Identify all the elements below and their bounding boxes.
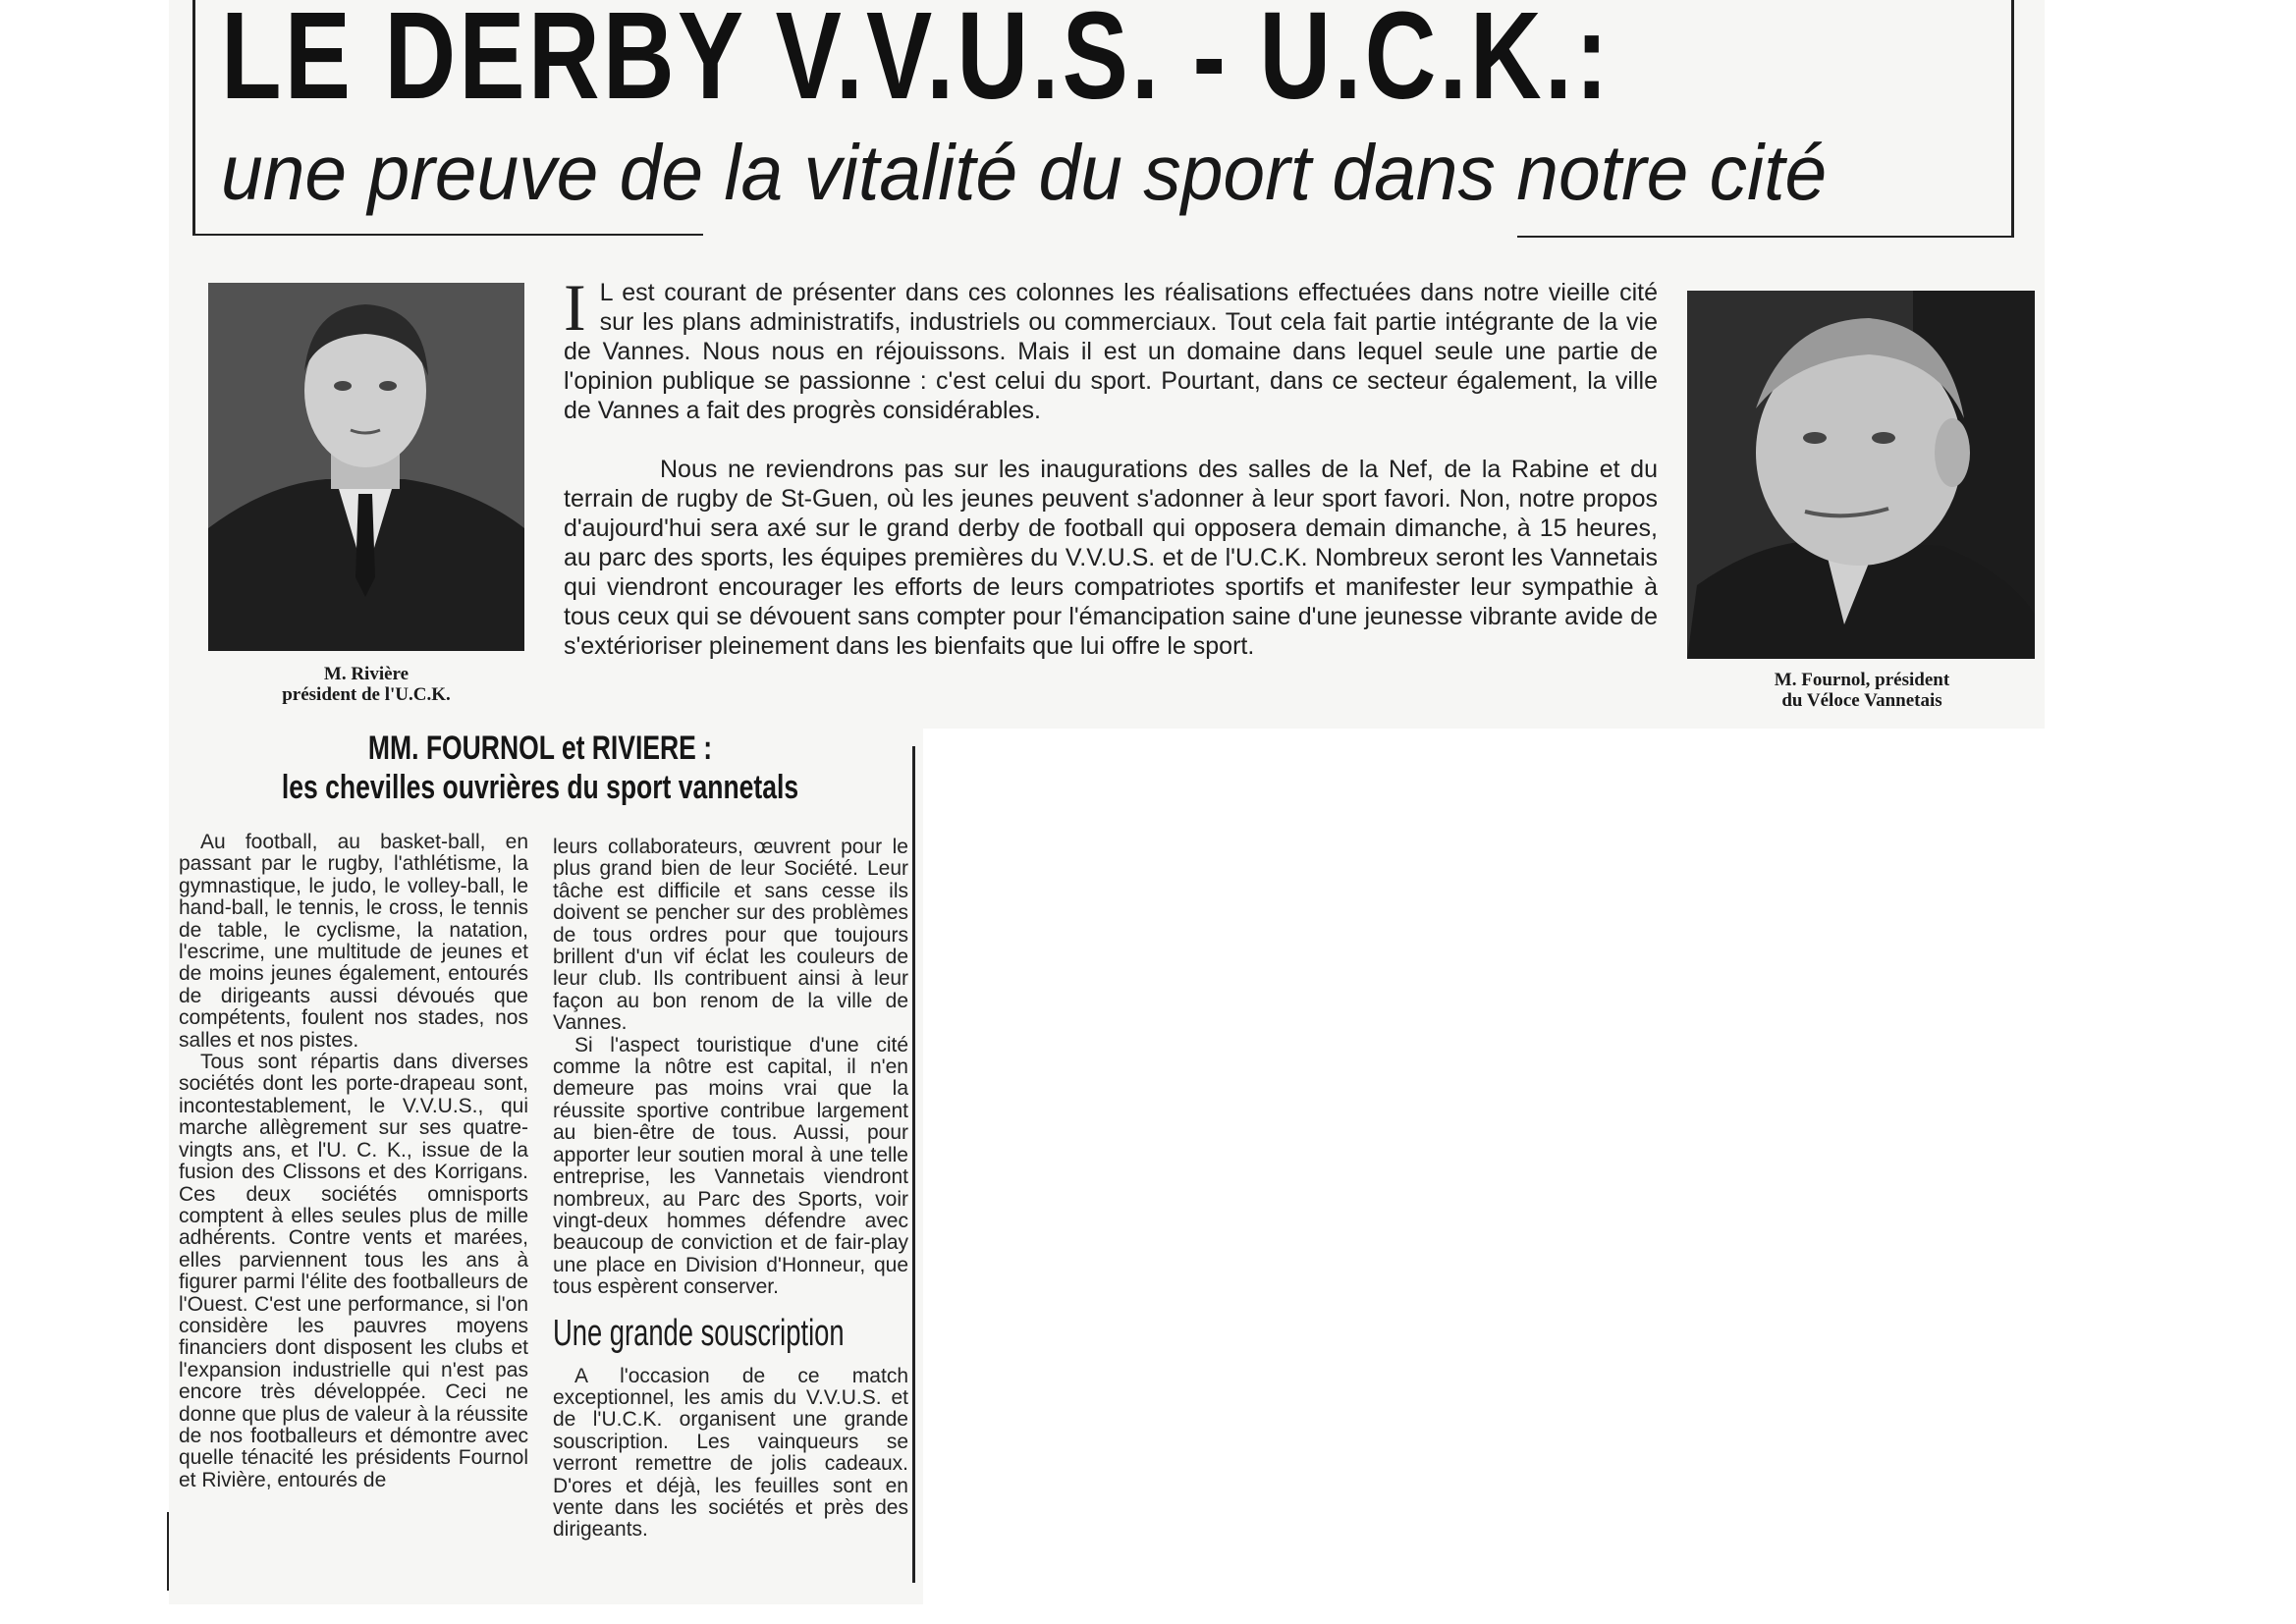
article-column-1 [179, 832, 528, 1491]
col1-paragraph-1: Au football, au basket-ball, en passant par le rugby, l'athlétisme, la gymnastique, le judo, le volley-ball, le hand-ball, le tennis, le cross, le tennis de table, le cyclisme, la natation, l'escrime, une multitude de jeunes et de moins jeunes également, entourés de dirigeants aussi dévoués que compétents, foulent nos stades, nos salles et nos pistes. [179, 831, 528, 1052]
caption-riviere-role: président de l'U.C.K. [282, 684, 451, 705]
portrait-fournol [1687, 291, 2035, 659]
article-heading-line2: les chevilles ouvrières du sport vannetals [281, 769, 799, 806]
col2-paragraph-2: Si l'aspect touristique d'une cité comme la nôtre est capital, il n'en demeure pas moins vrai que la réussite sportive contribue largement au bien-être de tous. Aussi, pour apporter leur soutien moral à une telle entreprise, les Vannetais viendront nombreux, au Parc des Sports, voir vingt-deux hommes défendre avec beaucoup de conviction et de fair-play une place en Division d'Honneur, que tous espèrent conserver. [553, 1033, 908, 1299]
headline-rule-bottom-right [1517, 236, 2014, 238]
headline-title: LE DERBY V.V.U.S. - U.C.K.: [221, 0, 1612, 125]
article-heading-line1: MM. FOURNOL et RIVIERE : [367, 730, 713, 767]
headline-rule-right [2011, 0, 2014, 236]
portrait-fournol-image [1687, 291, 2035, 659]
headline-rule-left [192, 0, 195, 234]
caption-riviere [208, 664, 524, 705]
caption-fournol-line2: du Véloce Vannetais [1781, 690, 1942, 711]
headline-rule-bottom-left [192, 234, 703, 236]
article-heading [256, 729, 823, 807]
col2-paragraph-1: leurs collaborateurs, œuvrent pour le plus grand bien de leur Société. Leur tâche est difficile et sans cesse ils doivent se pencher sur des problèmes de tous ordres pour que toujours brillent d'un vif éclat les couleurs de leur club. Ils contribuent ainsi à leur façon au bon renom de la ville de Vannes. [553, 836, 908, 1035]
intro-text [564, 270, 1658, 661]
caption-fournol-line1: M. Fournol, président [1774, 670, 1950, 690]
portrait-riviere [208, 283, 524, 651]
article-column-2 [553, 837, 908, 1542]
headline-subtitle: une preuve de la vitalité du sport dans notre cité [221, 129, 1828, 216]
col1-paragraph-2: Tous sont répartis dans diverses sociétés dont les porte-drapeau sont, incontestablement, le V.V.U.S., qui marche allègrement sur ses quatre-vingts ans, et l'U. C. K., issue de la fusion des Clissons et des Korrigans. Ces deux sociétés omnisports comptent à elles seules plus de mille adhérents. Contre vents et marées, elles parviennent tous les ans à figurer parmi l'élite des footballeurs de l'Ouest. C'est une performance, si l'on considère les pauvres moyens financiers dont disposent les clubs et l'expansion industrielle qui n'est pas encore très développée. Ceci ne donne que plus de valeur à la réussite de nos footballeurs et démontre avec quelle ténacité les présidents Fournol et Rivière, entourés de [179, 1051, 528, 1491]
intro-paragraph-1 [564, 270, 1658, 425]
col2-paragraph-3: A l'occasion de ce match exceptionnel, les amis du V.V.U.S. et de l'U.C.K. organisent une grande souscription. Les vainqueurs se verront remettre de jolis cadeaux. D'ores et déjà, les feuilles sont en vente dans les sociétés et près des dirigeants. [553, 1364, 908, 1542]
intro-paragraph-1-text: L est courant de présenter dans ces colonnes les réalisations effectuées dans notre vieille cité sur les plans administratifs, industriels ou commerciaux. Tout cela fait partie intégrante de la vie de Vannes. Nous nous en réjouissons. Mais il est un domaine dans lequel seule une partie de l'opinion publique se passionne : c'est celui du sport. Pourtant, dans ce secteur également, la ville de Vannes a fait des progrès considérables. [564, 279, 1658, 424]
intertitle: Une grande souscription [553, 1312, 845, 1354]
caption-riviere-name: M. Rivière [323, 664, 410, 684]
intro-dropcap: I [564, 270, 586, 345]
caption-fournol [1685, 670, 2039, 711]
article-rule-right [912, 746, 915, 1583]
article-rule-left [167, 1512, 169, 1591]
intro-paragraph-2: Nous ne reviendrons pas sur les inaugurations des salles de la Nef, de la Rabine et du terrain de rugby de St-Guen, où les jeunes peuvent s'adonner à leur sport favori. Non, notre propos d'aujourd'hui sera axé sur le grand derby de football qui opposera demain dimanche, à 15 heures, au parc des sports, les équipes premières du V.V.U.S. et de l'U.C.K. Nombreux seront les Vannetais qui viendront encourager les efforts de leurs compatriotes sportifs et manifester leur sympathie à tous ceux qui se dévouent sans compter pour l'émancipation saine d'une jeunesse vibrante avide de s'extérioriser pleinement dans les bienfaits que lui offre le sport. [564, 456, 1658, 660]
portrait-riviere-image [208, 283, 524, 651]
